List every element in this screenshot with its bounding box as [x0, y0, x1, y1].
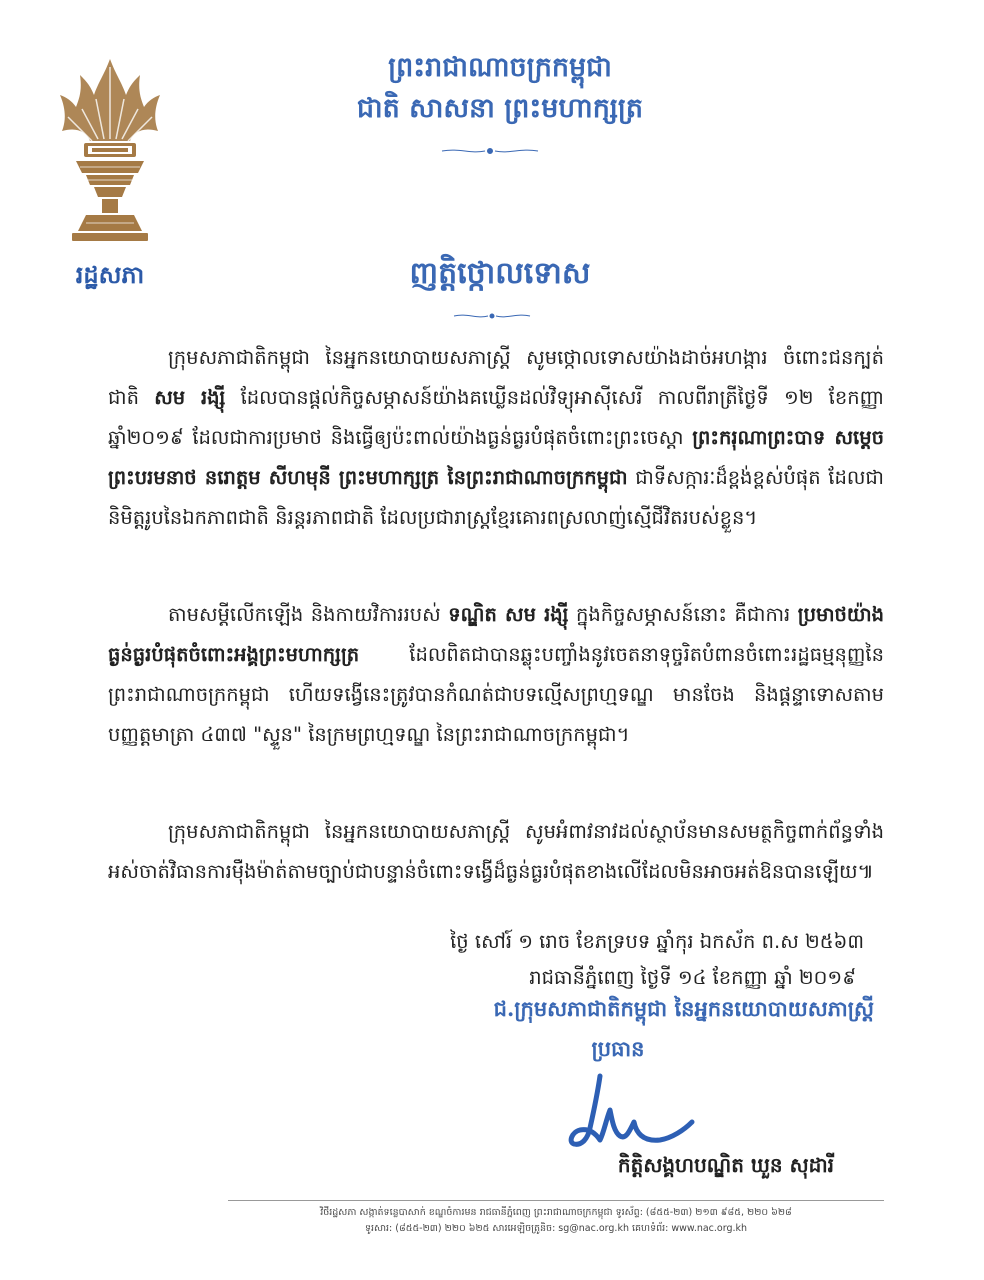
lunar-date: ថ្ងៃ សៅរ៍ ១ រោច ខែភទ្របទ ឆ្នាំកុរ ឯកស័ក ព.ស ២៥៦៣	[450, 930, 864, 953]
title-ornament-icon	[452, 312, 532, 320]
p2-text-a: តាមសម្តីលើកឡើង និងកាយវិការរបស់	[168, 603, 441, 626]
p3-text: ក្រុមសភាជាតិកម្ពុជា នៃអ្នកនយោបាយសភាស្ត្រី សូមអំពាវនាវដល់ស្ថាប័នមានសមត្ថកិច្ចពាក់ព័ន្ធទាំងអស់ចាត់វិធានការម៉ឺងម៉ាត់តាមច្បាប់ជាបន្ទាន់ចំពោះទង្វើដ៏ធ្ងន់ធ្ងរបំផុតខាងលើដែលមិនអាចអត់ឱនបានឡើយ៕	[108, 820, 884, 883]
footer-contact	[228, 1205, 884, 1237]
paragraph-legal-basis	[108, 595, 884, 755]
p1-king-title-bold: ព្រះករុណាព្រះបាទ សម្តេចព្រះបរមនាថ នរោត្តម សីហមុនី ព្រះមហាក្សត្រ នៃព្រះរាជាណាចក្រកម្ពុជា	[108, 426, 884, 489]
document-title: ញត្តិថ្កោលទោស	[409, 256, 591, 291]
royal-emblem-icon	[46, 55, 174, 255]
kingdom-name: ព្រះរាជាណាចក្រកម្ពុជា	[388, 52, 612, 83]
p2-insult-bold: ប្រមាថយ៉ាងធ្ងន់ធ្ងរបំផុតចំពោះអង្គព្រះមហាក្សត្រ	[108, 603, 885, 666]
p1-text-c: ដែលបានផ្តល់កិច្ចសម្ភាសន៍យ៉ាងគឃ្លើនដល់វិទ្យុអាស៊ីសេរី កាលពីរាត្រីថ្ងៃទី ១២ ខែកញ្ញា ឆ្នាំ២០១៩ ដែលជាការប្រមាថ និងធ្វើឲ្យប៉ះពាល់យ៉ាងធ្ងន់ធ្ងរបំផុតចំពោះព្រះចេស្តា	[108, 386, 885, 449]
emblem-caption: រដ្ឋសភា	[75, 260, 145, 289]
p2-text-e: ដែលពិតជាបានឆ្លុះបញ្ចាំងនូវចេតនាទុច្ចរិតបំពានចំពោះរដ្ឋធម្មនុញ្ញនៃព្រះរាជាណាចក្រកម្ពុជា ហើយទង្វើនេះត្រូវបានកំណត់ជាបទល្មើសព្រហ្មទណ្ឌ មានចែង និងផ្តន្ទាទោសតាមបញ្ញត្តមាត្រា ៤៣៧ "ស្ទួន" នៃក្រមព្រហ្មទណ្ឌ នៃព្រះរាជាណាចក្រកម្ពុជា។	[108, 643, 884, 746]
header-ornament-icon	[440, 146, 540, 156]
national-motto: ជាតិ សាសនា ព្រះមហាក្សត្រ	[356, 93, 644, 124]
handwritten-signature-icon	[560, 1070, 700, 1160]
paragraph-appeal	[108, 812, 884, 892]
p2-name-bold: ទណ្ឌិត សម រង្ស៊ី	[448, 603, 569, 626]
footer-contacts: ទូរសារ: (៨៥៥-២៣) ២២០ ៦២៥ សារអេឡិចត្រូនិច: sg@nac.org.kh គេហទំព័រ: www.nac.org.kh	[364, 1223, 748, 1234]
p1-text-a: ក្រុមសភាជាតិកម្ពុជា នៃអ្នកនយោបាយសភាស្ត្រី សូមថ្កោលទោសយ៉ាងដាច់អហង្ការ ចំពោះជនក្បត់ជាតិ	[108, 346, 884, 409]
p2-text-c: ក្នុងកិច្ចសម្ភាសន៍នោះ គឺជាការ	[576, 603, 791, 626]
signing-organization: ជ.ក្រុមសភាជាតិកម្ពុជា នៃអ្នកនយោបាយសភាស្ត្រី	[493, 996, 874, 1021]
p1-name-bold: សម រង្ស៊ី	[154, 386, 226, 409]
p1-text-e: ជាទីសក្ការៈដ៏ខ្ពង់ខ្ពស់បំផុត ដែលជានិមិត្តរូបនៃឯកភាពជាតិ និរន្តរភាពជាតិ ដែលប្រជារាស្ត្រខ្មែរគោរពស្រលាញ់ស្មើជីវិតរបស់ខ្លួន។	[108, 466, 884, 529]
kingdom-header	[340, 48, 660, 130]
paragraph-condemnation	[108, 338, 884, 538]
signer-role: ប្រធាន	[591, 1036, 645, 1061]
footer-address: វិថីរដ្ឋសភា សង្កាត់ទន្លេបាសាក់ ខណ្ឌចំការមន រាជធានីភ្នំពេញ ព្រះរាជាណាចក្រកម្ពុជា ទូរស័ព្ទ: (៨៥៥-២៣) ២១៣ ៩៨៥, ២២០ ៦២៨	[320, 1207, 792, 1218]
solar-date: រាជធានីភ្នំពេញ ថ្ងៃទី ១៤ ខែកញ្ញា ឆ្នាំ ២០១៩	[529, 966, 856, 989]
signer-name: កិត្តិសង្គហបណ្ឌិត ឃួន សុដារី	[617, 1153, 834, 1177]
royal-emblem	[46, 55, 174, 295]
footer-divider	[228, 1200, 884, 1201]
